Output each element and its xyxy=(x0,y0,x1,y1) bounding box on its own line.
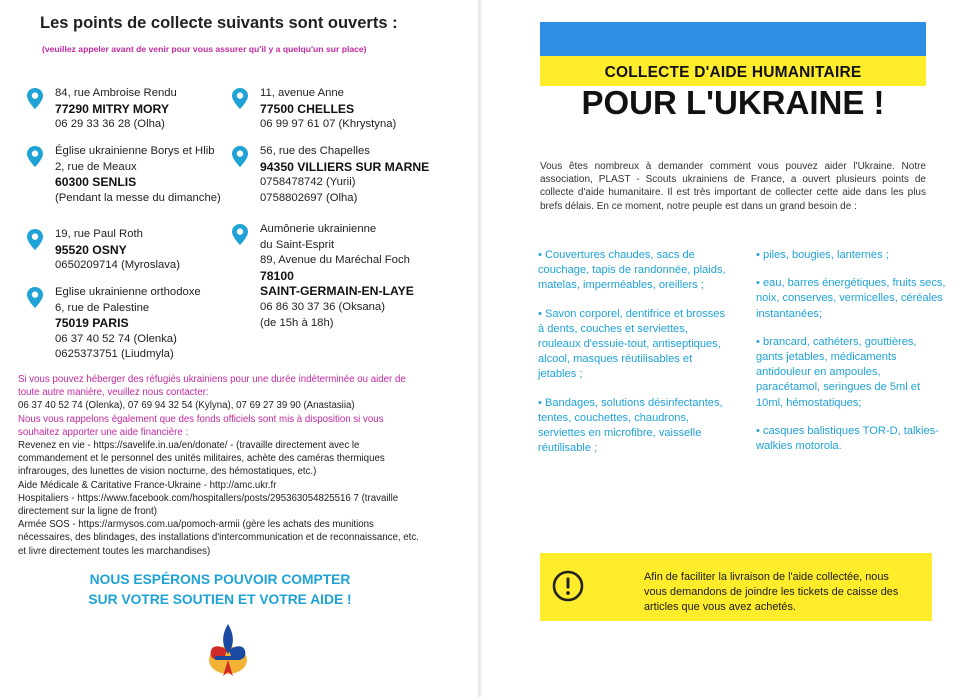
location-pin-icon xyxy=(27,229,43,250)
list-item: • eau, barres énergétiques, fruits secs, noix, conserves, vermicelles, céréales instantanées; xyxy=(756,277,946,320)
list-item: • Savon corporel, dentifrice et brosses à dents, couches et serviettes, rouleaux d'essuie-tout, antiseptiques, alcool, masques réutilisables et jetables ; xyxy=(538,307,726,381)
hosting-contacts: 06 37 40 52 74 (Olenka), 07 69 94 32 54 (Kylyna), 07 69 27 39 90 (Anastasiia) xyxy=(18,400,355,412)
left-page xyxy=(0,0,478,697)
needs-column-right xyxy=(756,248,946,467)
intro-paragraph: Vous êtes nombreux à demander comment vous pouvez aider l'Ukraine. Notre association, PLAST - Scouts ukrainiens de France, a ouvert plusieurs points de collecte d'aide humanitaire. Il est très important de collecter cette aide dans les plus brefs délais. En ce moment, notre peuple est dans un grand besoin de : xyxy=(540,161,926,212)
location-pin-icon xyxy=(27,287,43,308)
receipts-notice-text: Afin de faciliter la livraison de l'aide collectée, nous vous demandons de joindre les tickets de caisse des articles que vous avez achetés. xyxy=(644,571,899,613)
additional-info xyxy=(18,373,422,558)
location-pin-icon xyxy=(232,146,248,167)
list-item: • Bandages, solutions désinfectantes, tentes, couchettes, chaudrons, serviettes en microfibre, vaisselle réutilisable ; xyxy=(538,396,723,455)
exclamation-circle-icon xyxy=(552,570,584,602)
location-pin-icon xyxy=(27,88,43,109)
fund-armysos: Armée SOS - https://armysos.com.ua/pomoch-armii (gère les achats des munitions nécessaires, des blindages, des installations d'intercommunication et de reconnaissance, etc. et livre directement toutes les marchandises) xyxy=(18,519,419,557)
needs-column-left xyxy=(538,248,728,469)
closing-message: NOUS ESPÉRONS POUVOIR COMPTER SUR VOTRE SOUTIEN ET VOTRE AIDE ! xyxy=(88,572,352,607)
list-item: • casques balistiques TOR-D, talkies-walkies motorola. xyxy=(756,424,939,453)
call-before-note: (veuillez appeler avant de venir pour vous assurer qu'il y a quelqu'un sur place) xyxy=(42,44,367,54)
location-mitry-mory: 84, rue Ambroise Rendu 77290 MITRY MORY 06 29 33 36 28 (Olha) xyxy=(55,86,177,133)
list-item: • brancard, cathéters, gouttières, gants jetables, médicaments antidouleur en ampoules, paracétamol, seringues de 5ml et 10ml, hémostatiques; xyxy=(756,335,921,409)
location-paris: Eglise ukrainienne orthodoxe 6, rue de Palestine 75019 PARIS 06 37 40 52 74 (Olenka) 0625373751 (Liudmyla) xyxy=(55,285,201,363)
location-chelles: 11, avenue Anne 77500 CHELLES 06 99 97 61 07 (Khrystyna) xyxy=(260,86,396,133)
collection-points-title: Les points de collecte suivants sont ouverts : xyxy=(40,14,398,32)
flyer-title-line1: COLLECTE D'AIDE HUMANITAIRE xyxy=(604,64,862,81)
fund-hospitallers: Hospitaliers - https://www.facebook.com/hospitallers/posts/295363054825516 7 (travaille directement sur la ligne de front) xyxy=(18,492,399,518)
flyer-title-line2: POUR L'UKRAINE ! xyxy=(581,84,885,121)
funds-reminder: Nous vous rappelons également que des fonds officiels sont mis à disposition si vous souhaitez apporter une aide financière : xyxy=(18,413,384,438)
fund-amc: Aide Médicale & Caritative France-Ukraine - http://amc.ukr.fr xyxy=(18,479,277,491)
location-pin-icon xyxy=(232,88,248,109)
plast-fleur-de-lis-emblem xyxy=(205,620,251,680)
receipts-notice xyxy=(540,553,932,621)
location-villiers-sur-marne: 56, rue des Chapelles 94350 VILLIERS SUR MARNE 0758478742 (Yurii) 0758802697 (Olha) xyxy=(260,144,429,206)
location-saint-germain-en-laye: Aumônerie ukrainienne du Saint-Esprit 89, Avenue du Maréchal Foch 78100 SAINT-GERMAIN-EN-LAYE 06 86 30 37 36 (Oksana) (de 15h à 18h) xyxy=(260,222,414,331)
hosting-request: Si vous pouvez héberger des réfugiés ukrainiens pour une durée indéterminée ou aider de toute autre manière, veuillez nous contacter: xyxy=(18,374,406,399)
location-senlis: Église ukrainienne Borys et Hlib 2, rue de Meaux 60300 SENLIS (Pendant la messe du dimanche) xyxy=(55,144,221,206)
location-pin-icon xyxy=(27,146,43,167)
location-pin-icon xyxy=(232,224,248,245)
fund-savelife: Revenez en vie - https://savelife.in.ua/en/donate/ - (travaille directement avec le commandement et le personnel des unités militaires, achète des caméras thermiques infrarouges, des lunettes de vision nocturne, des hémostatiques, etc.) xyxy=(18,440,385,478)
flag-blue-band xyxy=(540,22,926,56)
location-osny: 19, rue Paul Roth 95520 OSNY 0650209714 (Myroslava) xyxy=(55,227,180,274)
list-item: • Couvertures chaudes, sacs de couchage, tapis de randonnée, plaids, matelas, imperméables, oreillers ; xyxy=(538,249,726,292)
list-item: • piles, bougies, lanternes ; xyxy=(756,249,889,261)
right-page xyxy=(482,0,960,697)
